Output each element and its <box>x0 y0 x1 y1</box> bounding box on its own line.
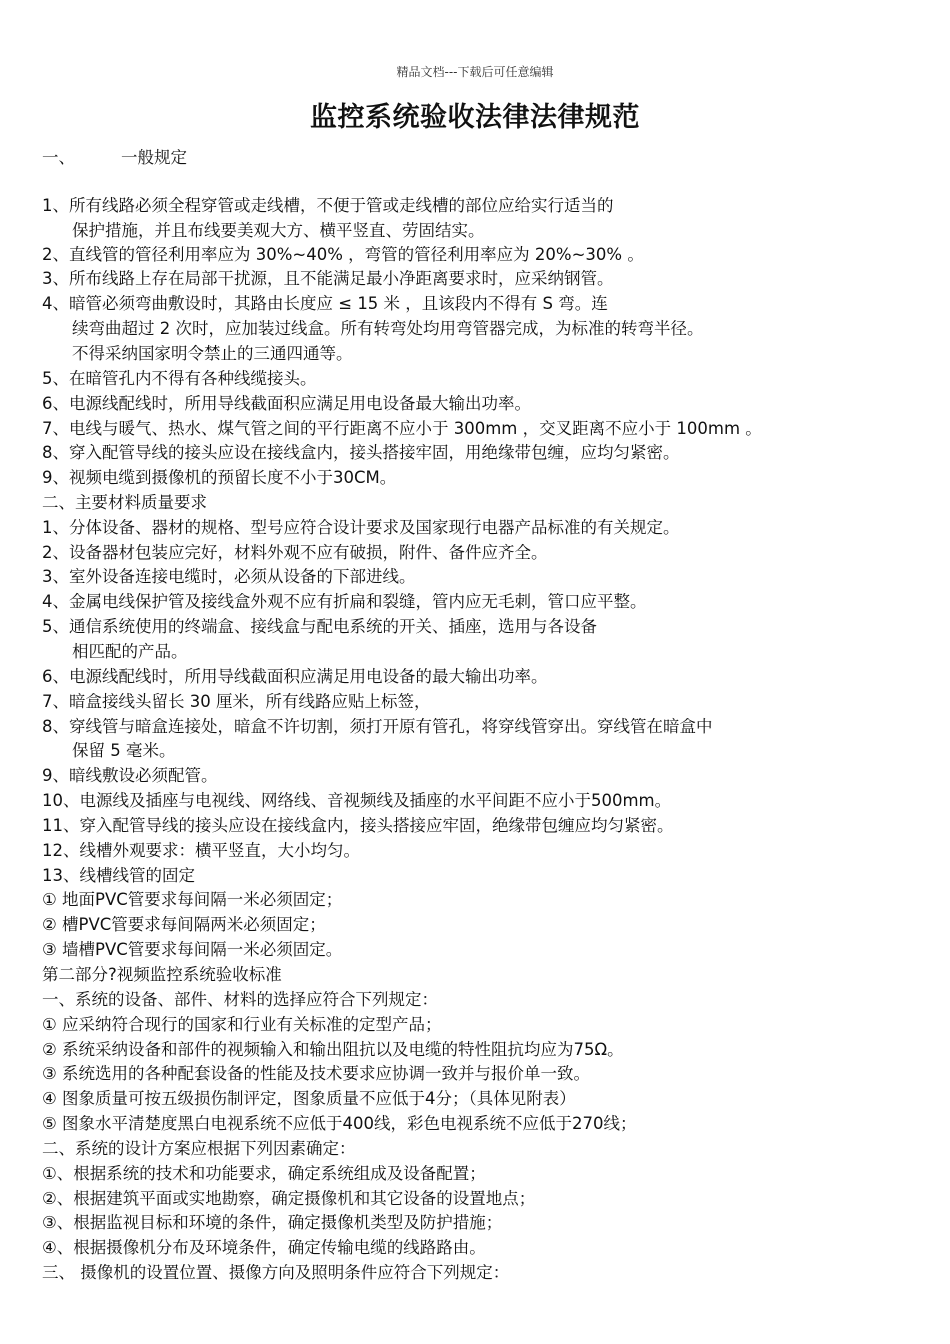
text-line: 1、分体设备、器材的规格、型号应符合设计要求及国家现行电器产品标准的有关规定。 <box>42 518 680 537</box>
section-heading: 二、系统的设计方案应根据下列因素确定： <box>42 1139 356 1158</box>
text-line: 9、视频电缆到摄像机的预留长度不小于30CM。 <box>42 468 397 487</box>
section-heading: 一、系统的设备、部件、材料的选择应符合下列规定： <box>42 990 438 1009</box>
section-heading: 二、主要材料质量要求 <box>42 493 207 512</box>
text-line: 1、所有线路必须全程穿管或走线槽，不便于管或走线槽的部位应给实行适当的 <box>42 196 614 215</box>
text-line: 7、暗盒接线头留长 30 厘米，所有线路应贴上标签， <box>42 692 431 711</box>
text-line: ③ 系统选用的各种配套设备的性能及技术要求应协调一致并与报价单一致。 <box>42 1064 591 1083</box>
text-line: 8、穿线管与暗盒连接处，暗盒不许切割，须打开原有管孔，将穿线管穿出。穿线管在暗盒中 <box>42 717 713 736</box>
text-line: 5、在暗管孔内不得有各种线缆接头。 <box>42 369 317 388</box>
text-line: 不得采纳国家明令禁止的三通四通等。 <box>72 344 353 363</box>
text-line: ① 地面PVC管要求每间隔一米必须固定； <box>42 890 343 909</box>
text-line: 4、暗管必须弯曲敷设时，其路由长度应 ≤ 15 米 ，且该段内不得有 S 弯。连 <box>42 294 608 313</box>
text-line: ② 槽PVC管要求每间隔两米必须固定； <box>42 915 326 934</box>
text-line: ①、根据系统的技术和功能要求，确定系统组成及设备配置； <box>42 1164 486 1183</box>
text-line: ③ 墙槽PVC管要求每间隔一米必须固定。 <box>42 940 343 959</box>
text-line: 4、金属电线保护管及接线盒外观不应有折扁和裂缝，管内应无毛刺，管口应平整。 <box>42 592 647 611</box>
text-line: 5、通信系统使用的终端盒、接线盒与配电系统的开关、插座，选用与各设备 <box>42 617 597 636</box>
text-line: ④、根据摄像机分布及环境条件，确定传输电缆的线路路由。 <box>42 1238 486 1257</box>
text-line: ② 系统采纳设备和部件的视频输入和输出阻抗以及电缆的特性阻抗均应为75Ω。 <box>42 1040 624 1059</box>
text-line: 9、暗线敷设必须配管。 <box>42 766 218 785</box>
text-line: ②、根据建筑平面或实地勘察，确定摄像机和其它设备的设置地点； <box>42 1189 536 1208</box>
section-heading: 三、 摄像机的设置位置、摄像方向及照明条件应符合下列规定： <box>42 1263 510 1282</box>
section-number: 一、 <box>42 148 75 167</box>
text-line: 保留 5 毫米。 <box>72 741 176 760</box>
text-line: 10、电源线及插座与电视线、网络线、音视频线及插座的水平间距不应小于500mm。 <box>42 791 672 810</box>
header-note: 精品文档---下载后可任意编辑 <box>396 65 554 79</box>
text-line: ⑤ 图象水平清楚度黑白电视系统不应低于400线，彩色电视系统不应低于270线； <box>42 1114 637 1133</box>
text-line: 6、电源线配线时，所用导线截面积应满足用电设备的最大输出功率。 <box>42 667 548 686</box>
section-heading: 第二部分?视频监控系统验收标准 <box>42 965 282 984</box>
text-line: 12、线槽外观要求：横平竖直，大小均匀。 <box>42 841 360 860</box>
section-heading <box>42 146 187 170</box>
text-line: 相匹配的产品。 <box>72 642 188 661</box>
text-line: 2、直线管的管径利用率应为 30%~40% ，弯管的管径利用率应为 20%~30% 。 <box>42 245 644 264</box>
text-line: ③、根据监视目标和环境的条件，确定摄像机类型及防护措施； <box>42 1213 503 1232</box>
text-line: 8、穿入配管导线的接头应设在接线盒内，接头搭接牢固，用绝缘带包缠，应均匀紧密。 <box>42 443 680 462</box>
text-line: 6、电源线配线时，所用导线截面积应满足用电设备最大输出功率。 <box>42 394 531 413</box>
page-title: 监控系统验收法律法律规范 <box>310 102 640 133</box>
text-line: 11、穿入配管导线的接头应设在接线盒内，接头搭接应牢固，绝缘带包缠应均匀紧密。 <box>42 816 674 835</box>
text-line: 3、所布线路上存在局部干扰源，且不能满足最小净距离要求时，应采纳钢管。 <box>42 269 614 288</box>
text-line: 7、电线与暖气、热水、煤气管之间的平行距离不应小于 300mm ，交叉距离不应小于 100mm 。 <box>42 419 762 438</box>
text-line: ④ 图象质量可按五级损伤制评定，图象质量不应低于4分；（具体见附表） <box>42 1089 576 1108</box>
text-line: 保护措施，并且布线要美观大方、横平竖直、劳固结实。 <box>72 221 485 240</box>
text-line: 2、设备器材包装应完好，材料外观不应有破损，附件、备件应齐全。 <box>42 543 548 562</box>
text-line: ① 应采纳符合现行的国家和行业有关标准的定型产品； <box>42 1015 442 1034</box>
text-line: 13、线槽线管的固定 <box>42 866 195 885</box>
text-line: 续弯曲超过 2 次时，应加装过线盒。所有转弯处均用弯管器完成，为标准的转弯半径。 <box>72 319 704 338</box>
section-title: 一般规定 <box>121 148 187 167</box>
text-line: 3、室外设备连接电缆时，必须从设备的下部进线。 <box>42 567 416 586</box>
